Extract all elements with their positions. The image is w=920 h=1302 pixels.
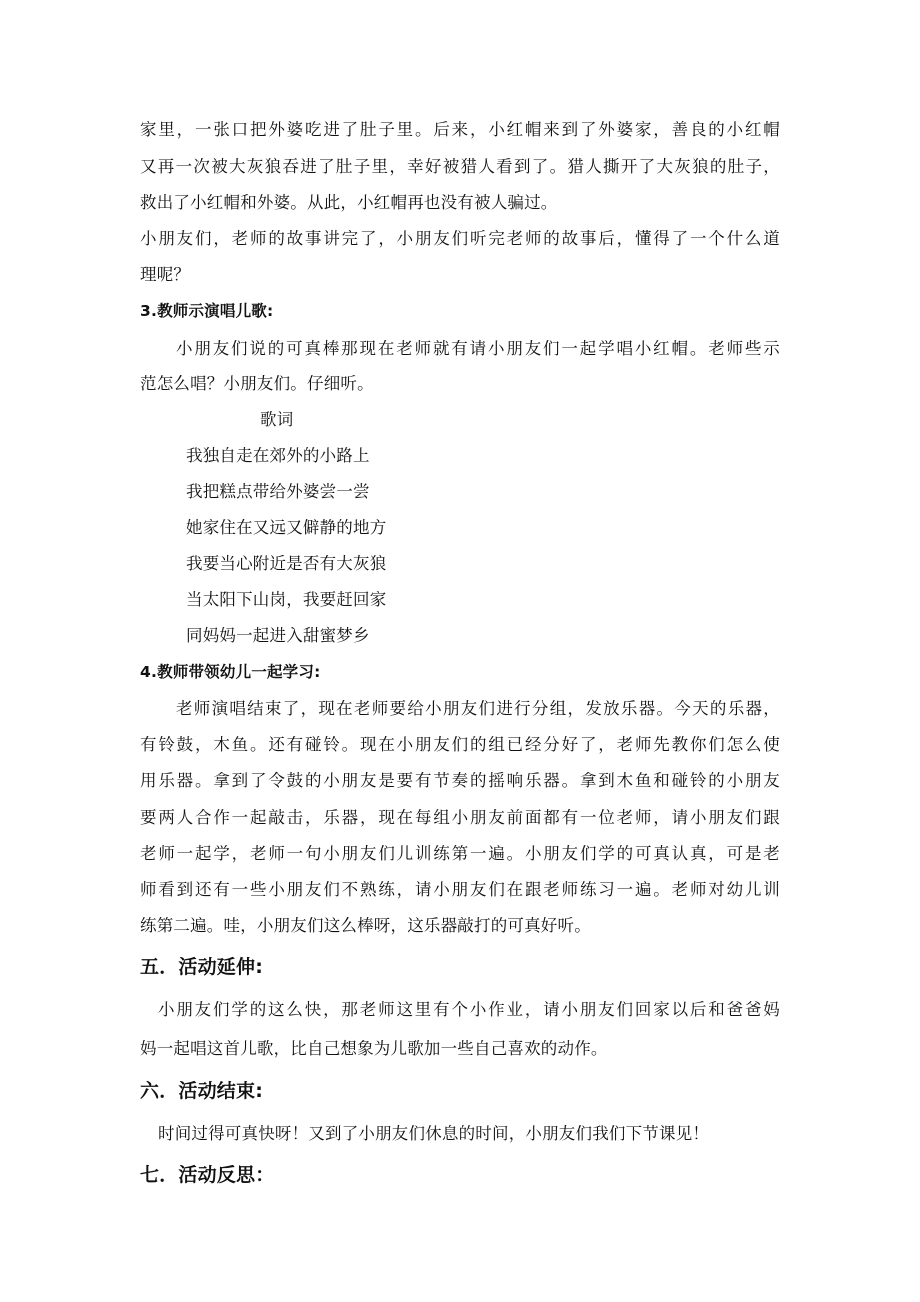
- section5-line-2: 妈一起唱这首儿歌，比自己想象为儿歌加一些自己喜欢的动作。: [140, 1039, 608, 1058]
- section6-line-1: 时间过得可真快呀！又到了小朋友们休息的时间，小朋友们我们下节课见！: [158, 1124, 710, 1143]
- step3-heading: 3.教师示演唱儿歌:: [140, 302, 274, 320]
- question-line-2: 理呢？: [140, 265, 191, 284]
- section7-heading: 七．活动反思：: [140, 1164, 275, 1186]
- lyrics-line-5: 当太阳下山岗，我要赶回家: [186, 590, 387, 609]
- step4-line-1: 老师演唱结束了，现在老师要给小朋友们进行分组，发放乐器。今天的乐器，: [176, 699, 780, 718]
- step4-line-7: 练第二遍。哇，小朋友们这么棒呀，这乐器敲打的可真好听。: [140, 916, 591, 935]
- lyrics-line-4: 我要当心附近是否有大灰狼: [186, 554, 387, 573]
- section6-heading: 六．活动结束:: [140, 1080, 263, 1102]
- story-line-1: 家里，一张口把外婆吃进了肚子里。后来，小红帽来到了外婆家，善良的小红帽: [140, 120, 780, 139]
- lyrics-line-3: 她家住在又远又僻静的地方: [186, 518, 387, 537]
- step4-heading: 4.教师带领幼儿一起学习:: [140, 663, 321, 681]
- story-line-3: 救出了小红帽和外婆。从此，小红帽再也没有被人骗过。: [140, 193, 558, 212]
- section5-heading: 五．活动延伸:: [140, 956, 263, 978]
- lyrics-line-6: 同妈妈一起进入甜蜜梦乡: [186, 626, 370, 645]
- step4-line-4: 要两人合作一起敲击，乐器，现在每组小朋友前面都有一位老师，请小朋友们跟: [140, 808, 780, 827]
- step4-line-5: 老师一起学，老师一句小朋友们儿训练第一遍。小朋友们学的可真认真，可是老: [140, 844, 780, 863]
- lyrics-line-2: 我把糕点带给外婆尝一尝: [186, 482, 370, 501]
- step4-line-3: 用乐器。拿到了令鼓的小朋友是要有节奏的摇响乐器。拿到木鱼和碰铃的小朋友: [140, 771, 780, 790]
- question-line-1: 小朋友们，老师的故事讲完了，小朋友们听完老师的故事后，懂得了一个什么道: [140, 229, 780, 248]
- story-line-2: 又再一次被大灰狼吞进了肚子里，幸好被猎人看到了。猎人撕开了大灰狼的肚子，: [140, 157, 780, 176]
- step4-line-2: 有铃鼓，木鱼。还有碰铃。现在小朋友们的组已经分好了，老师先教你们怎么使: [140, 735, 780, 754]
- step3-line-2: 范怎么唱？小朋友们。仔细听。: [140, 374, 374, 393]
- section5-line-1: 小朋友们学的这么快，那老师这里有个小作业，请小朋友们回家以后和爸爸妈: [158, 1000, 780, 1019]
- step3-line-1: 小朋友们说的可真棒那现在老师就有请小朋友们一起学唱小红帽。老师些示: [176, 339, 780, 358]
- lyrics-title: 歌词: [260, 410, 294, 429]
- step4-line-6: 师看到还有一些小朋友们不熟练，请小朋友们在跟老师练习一遍。老师对幼儿训: [140, 880, 780, 899]
- lyrics-line-1: 我独自走在郊外的小路上: [186, 446, 370, 465]
